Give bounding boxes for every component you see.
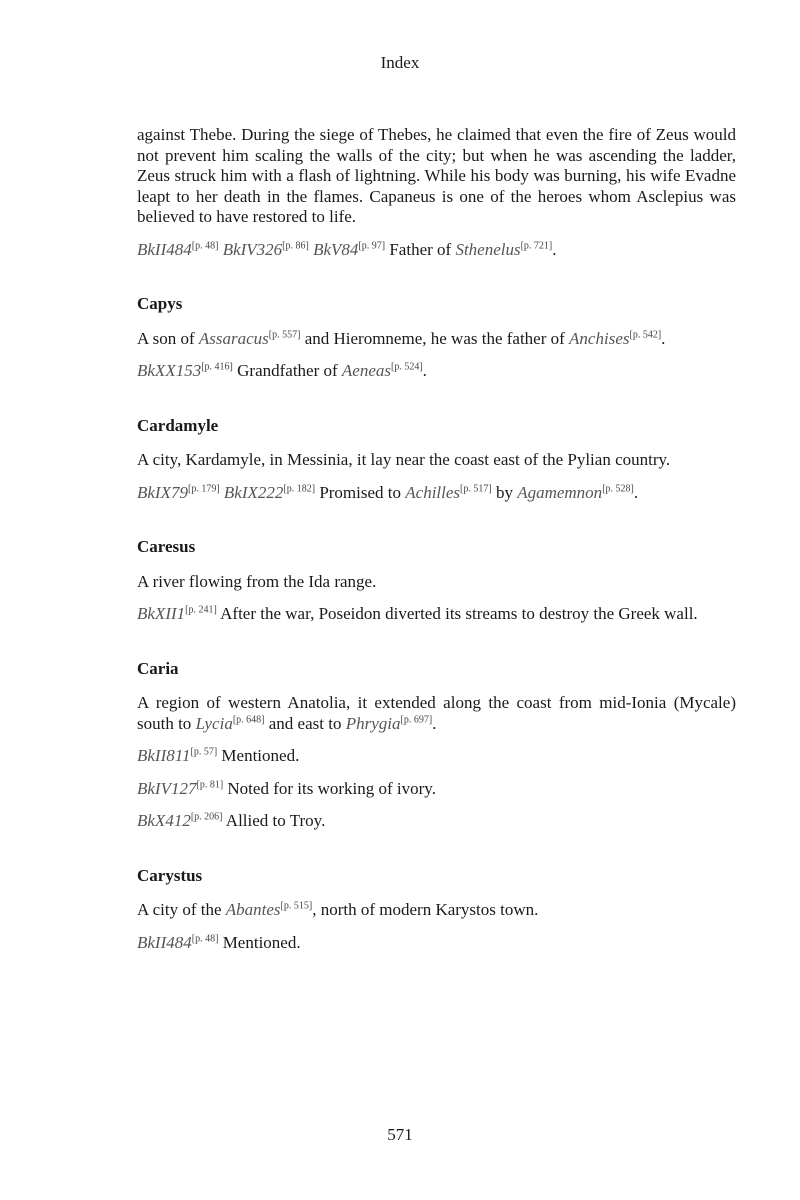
body-text: Father of — [385, 239, 456, 259]
index-entry — [137, 537, 736, 625]
body-text: A son of — [137, 328, 199, 348]
body-text: against Thebe. During the siege of Thebes, he claimed that even the fire of Zeus would not prevent him scaling the walls of the city; but when he was ascending the ladder, Zeus struck him with a flash of lightning. While his body was burning, his wife Evadne leapt to her death in the flames. Capaneus is one of the heroes whom Asclepius was believed to have restored to life. — [137, 125, 736, 226]
page-reference: [p. 557] — [268, 328, 301, 340]
entry-paragraph — [137, 604, 736, 625]
book-reference-link[interactable]: Lycia — [195, 713, 233, 733]
page-reference: [p. 48] — [191, 932, 219, 944]
page-reference: [p. 528] — [602, 482, 634, 494]
body-text: Grandfather of — [232, 361, 342, 380]
book-reference-link[interactable]: BkX412 — [137, 811, 191, 830]
page-reference: [p. 86] — [282, 239, 309, 251]
entry-paragraph — [137, 483, 736, 504]
entry-paragraph — [137, 125, 736, 228]
page-reference: [p. 517] — [460, 482, 492, 494]
entry-paragraph — [137, 240, 736, 261]
body-text: by — [491, 482, 518, 502]
book-reference-link[interactable]: Assaracus — [198, 328, 269, 348]
entry-paragraph — [137, 933, 736, 954]
entry-title: Carystus — [137, 865, 203, 885]
index-content — [137, 125, 736, 965]
index-entry — [137, 294, 736, 382]
book-reference-link[interactable]: Phrygia — [345, 713, 401, 733]
page-reference: [p. 515] — [280, 900, 313, 912]
page-header: Index — [380, 53, 420, 72]
page-reference: [p. 182] — [283, 482, 316, 494]
body-text: . — [552, 239, 557, 259]
body-text: . — [633, 482, 639, 502]
body-text: . — [432, 713, 437, 733]
page-reference: [p. 241] — [185, 604, 217, 616]
entry-paragraph — [137, 329, 736, 350]
page-reference: [p. 179] — [187, 482, 220, 494]
page-reference: [p. 416] — [201, 361, 233, 373]
book-reference-link[interactable]: BkIX222 — [223, 482, 284, 502]
entry-paragraph — [137, 746, 736, 767]
page-reference: [p. 206] — [190, 811, 223, 823]
book-reference-link[interactable]: BkXII1 — [137, 604, 186, 623]
body-text: Mentioned. — [217, 746, 300, 765]
page-number: 571 — [387, 1125, 413, 1144]
page-reference: [p. 648] — [232, 713, 265, 725]
body-text: Promised to — [315, 482, 406, 502]
book-reference-link[interactable]: BkII484 — [137, 239, 192, 259]
book-reference-link[interactable]: BkII811 — [137, 746, 191, 765]
body-text: and east to — [264, 713, 346, 733]
entry-paragraph — [137, 779, 736, 800]
page-reference: [p. 697] — [400, 713, 433, 725]
book-reference-link[interactable]: BkIV127 — [137, 778, 197, 798]
index-entry — [137, 125, 736, 260]
body-text: A city, Kardamyle, in Messinia, it lay near the coast east of the Pylian country. — [137, 450, 671, 469]
entry-paragraph — [137, 900, 736, 921]
body-text: , north of modern Karystos town. — [312, 900, 539, 919]
book-reference-link[interactable]: BkV84 — [313, 239, 359, 259]
book-reference-link[interactable]: Anchises — [569, 328, 630, 348]
page-reference: [p. 48] — [191, 239, 219, 251]
index-entry — [137, 659, 736, 832]
body-text: A region of western Anatolia, it extended along the coast from mid-Ionia (Mycale) south to — [137, 693, 736, 733]
body-text: and Hieromneme, he was the father of — [300, 328, 570, 348]
body-text: After the war, Poseidon diverted its streams to destroy the Greek wall. — [216, 604, 698, 623]
entry-title: Cardamyle — [137, 415, 219, 435]
page-reference: [p. 97] — [358, 239, 386, 251]
entry-paragraph — [137, 811, 736, 832]
book-reference-link[interactable]: Agamemnon — [517, 482, 603, 502]
page-reference: [p. 81] — [196, 778, 224, 790]
book-reference-link[interactable]: Sthenelus — [455, 239, 521, 259]
page-reference: [p. 57] — [190, 746, 218, 758]
book-reference-link[interactable]: BkXX153 — [137, 361, 202, 380]
book-reference-link[interactable]: BkIV326 — [222, 239, 283, 259]
page-reference: [p. 524] — [391, 361, 423, 373]
body-text: . — [422, 361, 427, 380]
book-reference-link[interactable]: Abantes — [225, 900, 281, 919]
body-text: Mentioned. — [218, 932, 301, 952]
book-reference-link[interactable]: BkII484 — [137, 932, 192, 952]
entry-paragraph — [137, 693, 736, 734]
entry-title: Caria — [137, 658, 179, 678]
body-text: Allied to Troy. — [222, 811, 326, 830]
page-reference: [p. 721] — [520, 239, 553, 251]
body-text: . — [661, 328, 666, 348]
entry-title: Capys — [137, 294, 183, 313]
body-text: A city of the — [137, 900, 226, 919]
index-entry — [137, 866, 736, 954]
entry-paragraph — [137, 361, 736, 382]
book-reference-link[interactable]: Aeneas — [341, 361, 391, 380]
entry-paragraph — [137, 450, 736, 471]
page-reference: [p. 542] — [629, 328, 662, 340]
body-text: Noted for its working of ivory. — [223, 778, 436, 798]
body-text: A river flowing from the Ida range. — [137, 571, 377, 591]
book-reference-link[interactable]: Achilles — [405, 482, 461, 502]
entry-title: Caresus — [137, 537, 196, 556]
index-entry — [137, 416, 736, 504]
entry-paragraph — [137, 572, 736, 593]
book-reference-link[interactable]: BkIX79 — [137, 482, 188, 502]
